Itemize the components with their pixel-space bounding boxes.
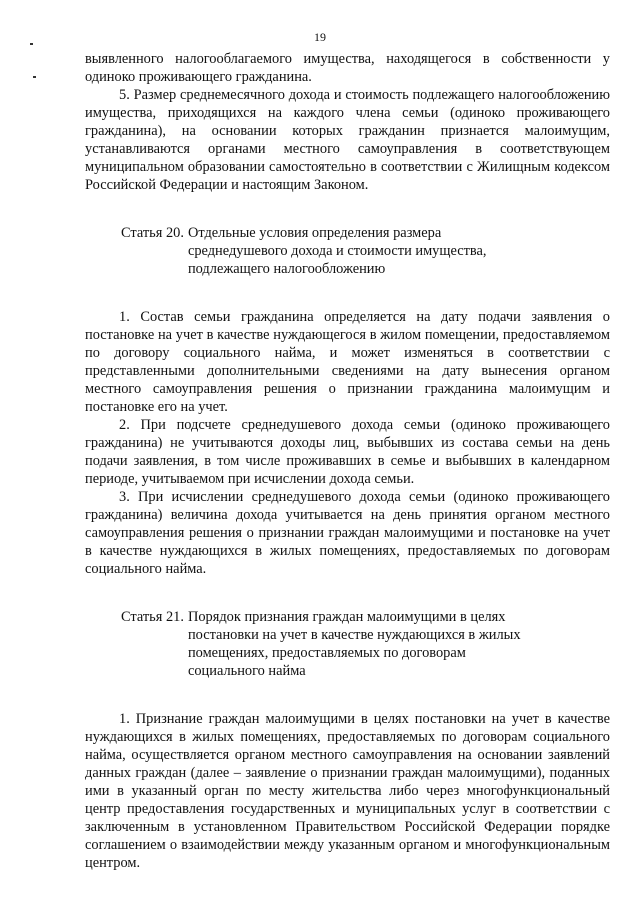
margin-mark	[30, 43, 33, 45]
article-title: Отдельные условия определения размера среднедушевого дохода и стоимости имущества, подлежащего налогообложению	[187, 225, 487, 277]
margin-mark	[33, 76, 36, 78]
paragraph: 1. Состав семьи гражданина определяется на дату подачи заявления о постановке на учет в качестве нуждающегося в жилом помещении, предоставляемом по договору социального найма, и может изменяться в соответствии с представленными дополнительными сведениями на дату вынесения органом местного самоуправления решения о признании гражданина малоимущим и постановке его на учет.	[85, 309, 610, 415]
document-body	[85, 50, 610, 872]
page-number: 19	[314, 30, 326, 44]
article-heading	[121, 608, 610, 680]
paragraph: выявленного налогооблагаемого имущества, находящегося в собственности у одиноко проживающего гражданина.	[85, 51, 610, 85]
article-title: Порядок признания граждан малоимущими в целях постановки на учет в качестве нуждающихся в жилых помещениях, предоставляемых по договорам социального найма	[187, 609, 521, 679]
paragraph: 1. Признание граждан малоимущими в целях постановки на учет в качестве нуждающихся в жилых помещениях, предоставляемых по договорам социального найма, осуществляется органом местного самоуправления на основании заявлений данных граждан (далее – заявление о признании граждан малоимущими), поданных ими в указанный орган по месту жительства либо через многофункциональный центр предоставления государственных и муниципальных услуг в соответствии с заключенным в установленном Правительством Российской Федерации порядке соглашением о взаимодействии между указанным органом и многофункциональным центром.	[85, 711, 610, 871]
article-number: Статья 21.	[121, 609, 184, 625]
paragraph: 2. При подсчете среднедушевого дохода семьи (одиноко проживающего гражданина) не учитываются доходы лиц, выбывших из состава семьи на день подачи заявления, в том числе проживавших в семье и выбывших в календарном периоде, учитываемом при исчислении дохода семьи.	[85, 417, 610, 487]
paragraph: 5. Размер среднемесячного дохода и стоимость подлежащего налогообложению имущества, приходящихся на каждого члена семьи (одиноко проживающего гражданина), на основании которых гражданин признается малоимущим, устанавливаются органами местного самоуправления в соответствующем муниципальном образовании самостоятельно в соответствии с Жилищным кодексом Российской Федерации и настоящим Законом.	[85, 87, 610, 193]
article-number: Статья 20.	[121, 225, 184, 241]
article-heading	[121, 224, 610, 278]
paragraph: 3. При исчислении среднедушевого дохода семьи (одиноко проживающего гражданина) величина дохода учитывается на день принятия органом местного самоуправления решения о признании граждан малоимущими и постановке на учет в качестве нуждающихся в жилых помещениях, предоставляемых по договорам социального найма.	[85, 489, 610, 577]
